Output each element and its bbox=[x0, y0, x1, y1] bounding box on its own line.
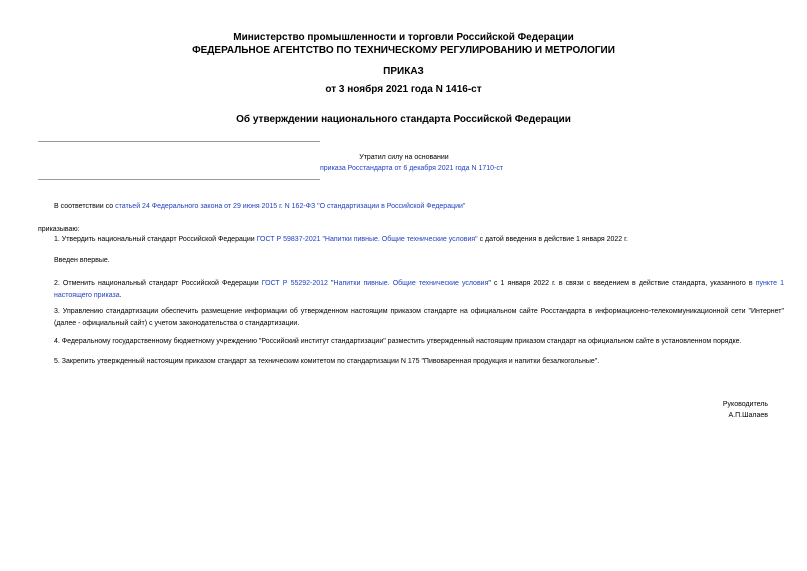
gost-59837-link[interactable]: ГОСТ Р 59837-2021 "Напитки пивные. Общие технические условия" bbox=[256, 236, 478, 243]
item-2-text: 2. Отменить национальный стандарт Российской Федерации bbox=[54, 280, 262, 287]
item-4-paragraph: 4. Федеральному государственному бюджетному учреждению "Российский институт стандартизации" разместить утвержденный настоящим приказом стандарт на официальном сайте в установленном порядке. bbox=[54, 338, 742, 345]
ministry-name: Министерство промышленности и торговли Российской Федерации bbox=[233, 32, 574, 43]
item-2-end: . bbox=[119, 292, 122, 299]
note-bottom-divider bbox=[38, 179, 320, 180]
note-top-divider bbox=[38, 141, 320, 142]
repeal-note-label: Утратил силу на основании bbox=[359, 154, 449, 161]
item-2-paragraph bbox=[38, 278, 784, 302]
item-1-text: 1. Утвердить национальный стандарт Российской Федерации bbox=[54, 236, 257, 243]
repeal-order-link[interactable]: приказа Росстандарта от 6 декабря 2021 года N 1710-ст bbox=[320, 165, 504, 172]
clause-1-link[interactable]: пункте 1 настоящего приказа bbox=[54, 280, 785, 299]
item-3-paragraph: 3. Управлению стандартизации обеспечить размещение информации об утвержденном настоящим приказом стандарте на официальном сайте Росстандарта в информационно-телекоммуникационной сети "Интернет" (далее - официальный сайт) с учетом законодательства о стандартизации. bbox=[54, 308, 784, 327]
document-title: Об утверждении национального стандарта Российской Федерации bbox=[236, 114, 571, 125]
item-2-quote: " bbox=[327, 280, 334, 287]
intro-text: В соответствии со bbox=[54, 203, 116, 210]
federal-law-link[interactable]: статьей 24 Федерального закона от 29 июня 2015 г. N 162-ФЗ "О стандартизации в Российской Федерации" bbox=[115, 203, 466, 210]
gost-55292-link[interactable]: ГОСТ Р 55292-2012 bbox=[261, 280, 328, 287]
order-word: приказываю: bbox=[38, 226, 80, 233]
item-1-note: Введен впервые. bbox=[54, 257, 110, 264]
agency-name: ФЕДЕРАЛЬНОЕ АГЕНТСТВО ПО ТЕХНИЧЕСКОМУ РЕГУЛИРОВАНИЮ И МЕТРОЛОГИИ bbox=[192, 45, 615, 56]
signatory-role: Руководитель bbox=[722, 401, 768, 408]
item-5-paragraph: 5. Закрепить утвержденный настоящим приказом стандарт за техническим комитетом по стандартизации N 175 "Пивоваренная продукция и напитки безалкогольные". bbox=[54, 358, 600, 365]
document-type: ПРИКАЗ bbox=[383, 66, 424, 77]
item-1-paragraph bbox=[38, 234, 784, 246]
gost-55292-title-link[interactable]: Напитки пивные. Общие технические условия bbox=[333, 280, 489, 287]
intro-paragraph bbox=[38, 201, 784, 213]
item-1-date-text: с датой введения в действие 1 января 2022 г. bbox=[477, 236, 628, 243]
document-date: от 3 ноября 2021 года N 1416-ст bbox=[325, 84, 482, 95]
item-2-reason-text: " с 1 января 2022 г. в связи с введением в действие стандарта, указанного в bbox=[488, 280, 756, 287]
signatory-name: А.П.Шалаев bbox=[728, 412, 768, 419]
